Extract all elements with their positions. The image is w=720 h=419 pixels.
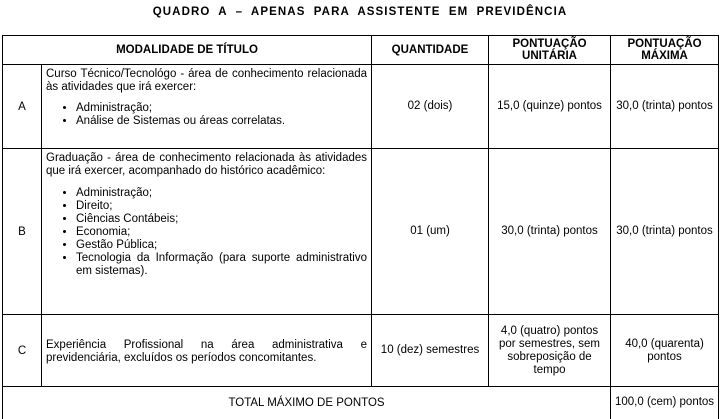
table-row: [3, 149, 719, 315]
list-item: • Economia;: [76, 226, 367, 239]
list-item: • Ciências Contábeis;: [76, 213, 367, 226]
row-maxima: 30,0 (trinta) pontos: [611, 65, 719, 149]
row-maxima: 30,0 (trinta) pontos: [611, 149, 719, 315]
table-row: [3, 65, 719, 149]
row-description: [42, 149, 372, 315]
row-quantidade: 02 (dois): [372, 65, 489, 149]
row-unitaria: 30,0 (trinta) pontos: [489, 149, 611, 315]
list-item: • Administração;: [76, 187, 367, 200]
total-label: TOTAL MÁXIMO DE PONTOS: [3, 387, 611, 419]
list-item: • Administração;: [76, 102, 367, 115]
header-pontuacao-unitaria: PONTUAÇÃO UNITÁRIA: [489, 36, 611, 65]
total-value: 100,0 (cem) pontos: [611, 387, 719, 419]
item-list: [46, 102, 367, 128]
header-row: [3, 36, 719, 65]
row-maxima: 40,0 (quarenta) pontos: [611, 315, 719, 387]
row-letter: C: [3, 315, 42, 387]
table-row: [3, 315, 719, 387]
scoring-table: [2, 35, 719, 419]
row-unitaria: 4,0 (quatro) pontos por semestres, sem sobreposição de tempo: [489, 315, 611, 387]
header-quantidade: QUANTIDADE: [372, 36, 489, 65]
header-modalidade: MODALIDADE DE TÍTULO: [3, 36, 372, 65]
list-item: • Análise de Sistemas ou áreas correlatas.: [76, 115, 367, 128]
description-text: Curso Técnico/Tecnológo - área de conhecimento relacionada às atividades que irá exercer:: [46, 68, 368, 93]
list-item: • Tecnologia da Informação (para suporte administrativo em sistemas).: [76, 252, 367, 278]
row-letter: A: [3, 65, 42, 149]
list-item: • Direito;: [76, 200, 367, 213]
row-letter: B: [3, 149, 42, 315]
row-description: Experiência Profissional na área administrativa e previdenciária, excluídos os períodos concomitantes.: [42, 315, 372, 387]
list-item: • Gestão Pública;: [76, 239, 367, 252]
row-quantidade: 10 (dez) semestres: [372, 315, 489, 387]
row-description: [42, 65, 372, 149]
item-list: [46, 187, 367, 278]
header-pontuacao-maxima: PONTUAÇÃO MÁXIMA: [611, 36, 719, 65]
row-quantidade: 01 (um): [372, 149, 489, 315]
description-text: Graduação - área de conhecimento relacionada às atividades que irá exercer, acompanhado do histórico acadêmico:: [46, 152, 368, 177]
row-unitaria: 15,0 (quinze) pontos: [489, 65, 611, 149]
total-row: [3, 387, 719, 419]
page-title: QUADRO A – APENAS PARA ASSISTENTE EM PREVIDÊNCIA: [152, 6, 568, 18]
